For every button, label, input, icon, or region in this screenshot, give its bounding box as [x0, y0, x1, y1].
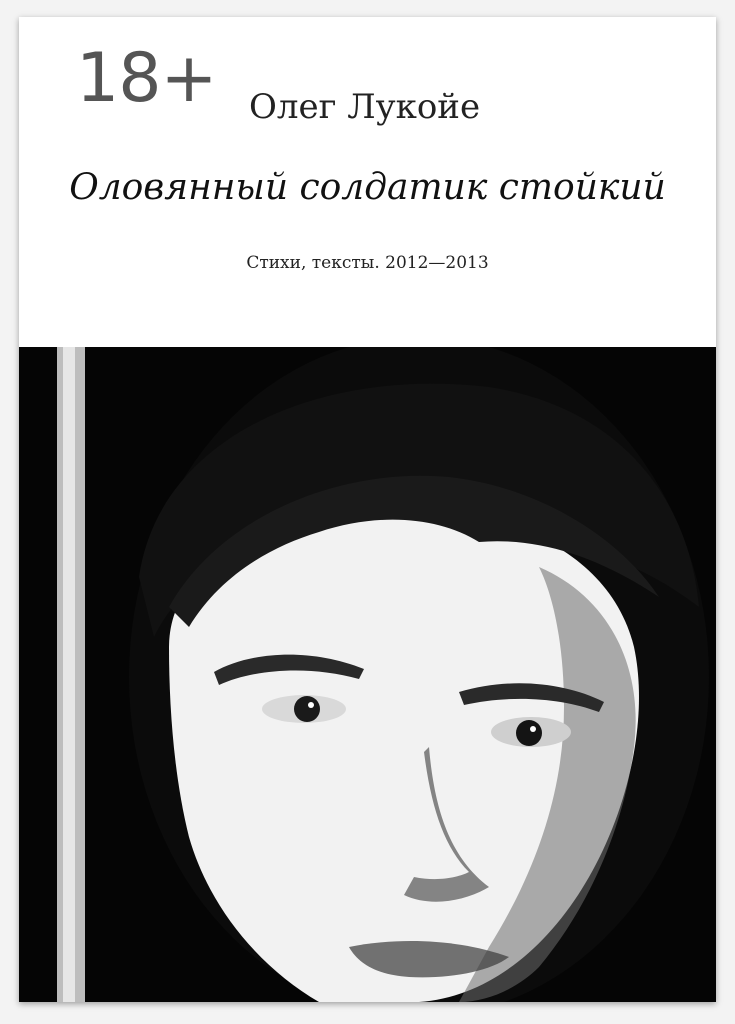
book-subtitle: Стихи, тексты. 2012—2013: [246, 253, 489, 273]
portrait-illustration: [19, 347, 716, 1002]
book-cover: [19, 17, 716, 1002]
author-name: Олег Лукойе: [249, 87, 481, 127]
book-title: Оловянный солдатик стойкий: [69, 167, 666, 208]
portrait-photo: [19, 347, 716, 1002]
age-rating: 18+: [76, 39, 217, 118]
